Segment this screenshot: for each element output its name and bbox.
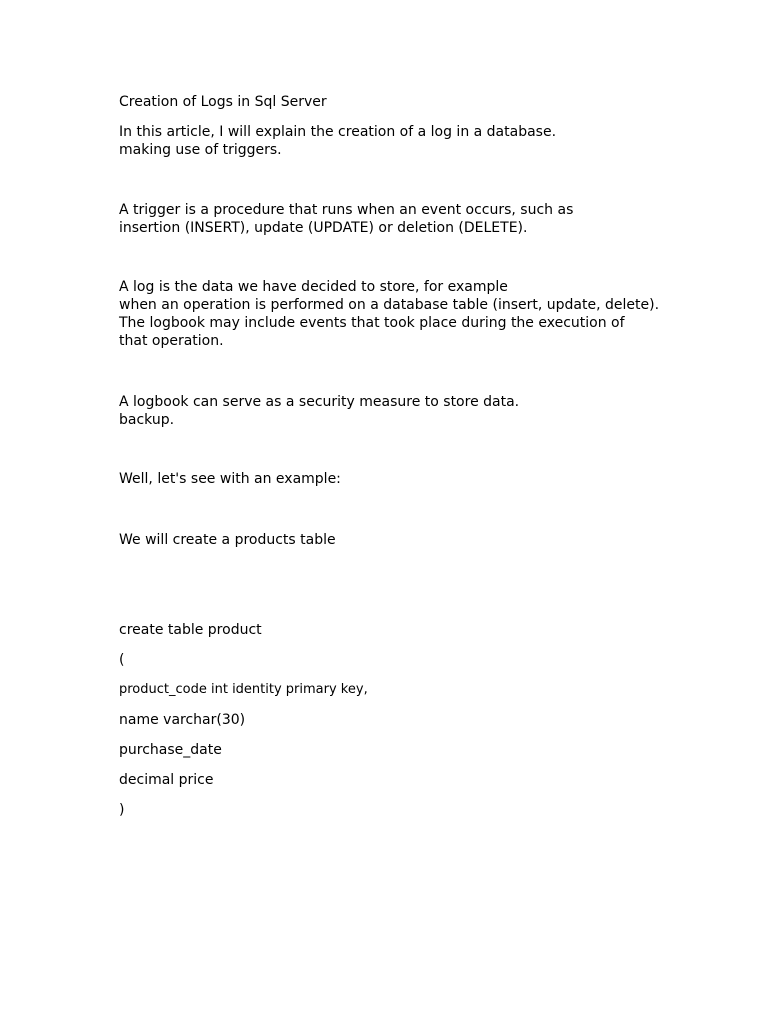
- logbook-paragraph-line-2: backup.: [119, 412, 175, 428]
- code-line-1: create table product: [119, 622, 262, 638]
- document-title: Creation of Logs in Sql Server: [119, 94, 327, 110]
- code-line-7: ): [119, 802, 125, 818]
- create-table-intro: We will create a products table: [119, 532, 336, 548]
- intro-line-2: making use of triggers.: [119, 142, 282, 158]
- trigger-paragraph-line-2: insertion (INSERT), update (UPDATE) or deletion (DELETE).: [119, 220, 528, 236]
- log-paragraph-line-1: A log is the data we have decided to store, for example: [119, 279, 508, 295]
- log-paragraph-line-4: that operation.: [119, 333, 224, 349]
- example-intro: Well, let's see with an example:: [119, 471, 341, 487]
- log-paragraph-line-2: when an operation is performed on a database table (insert, update, delete).: [119, 297, 660, 313]
- log-paragraph-line-3: The logbook may include events that took place during the execution of: [119, 315, 625, 331]
- trigger-paragraph-line-1: A trigger is a procedure that runs when an event occurs, such as: [119, 202, 574, 218]
- code-line-2: (: [119, 652, 125, 668]
- code-line-3: product_code int identity primary key,: [119, 682, 368, 697]
- intro-line-1: In this article, I will explain the creation of a log in a database.: [119, 124, 557, 140]
- code-line-5: purchase_date: [119, 742, 222, 758]
- logbook-paragraph-line-1: A logbook can serve as a security measure to store data.: [119, 394, 520, 410]
- code-line-4: name varchar(30): [119, 712, 246, 728]
- code-line-6: decimal price: [119, 772, 214, 788]
